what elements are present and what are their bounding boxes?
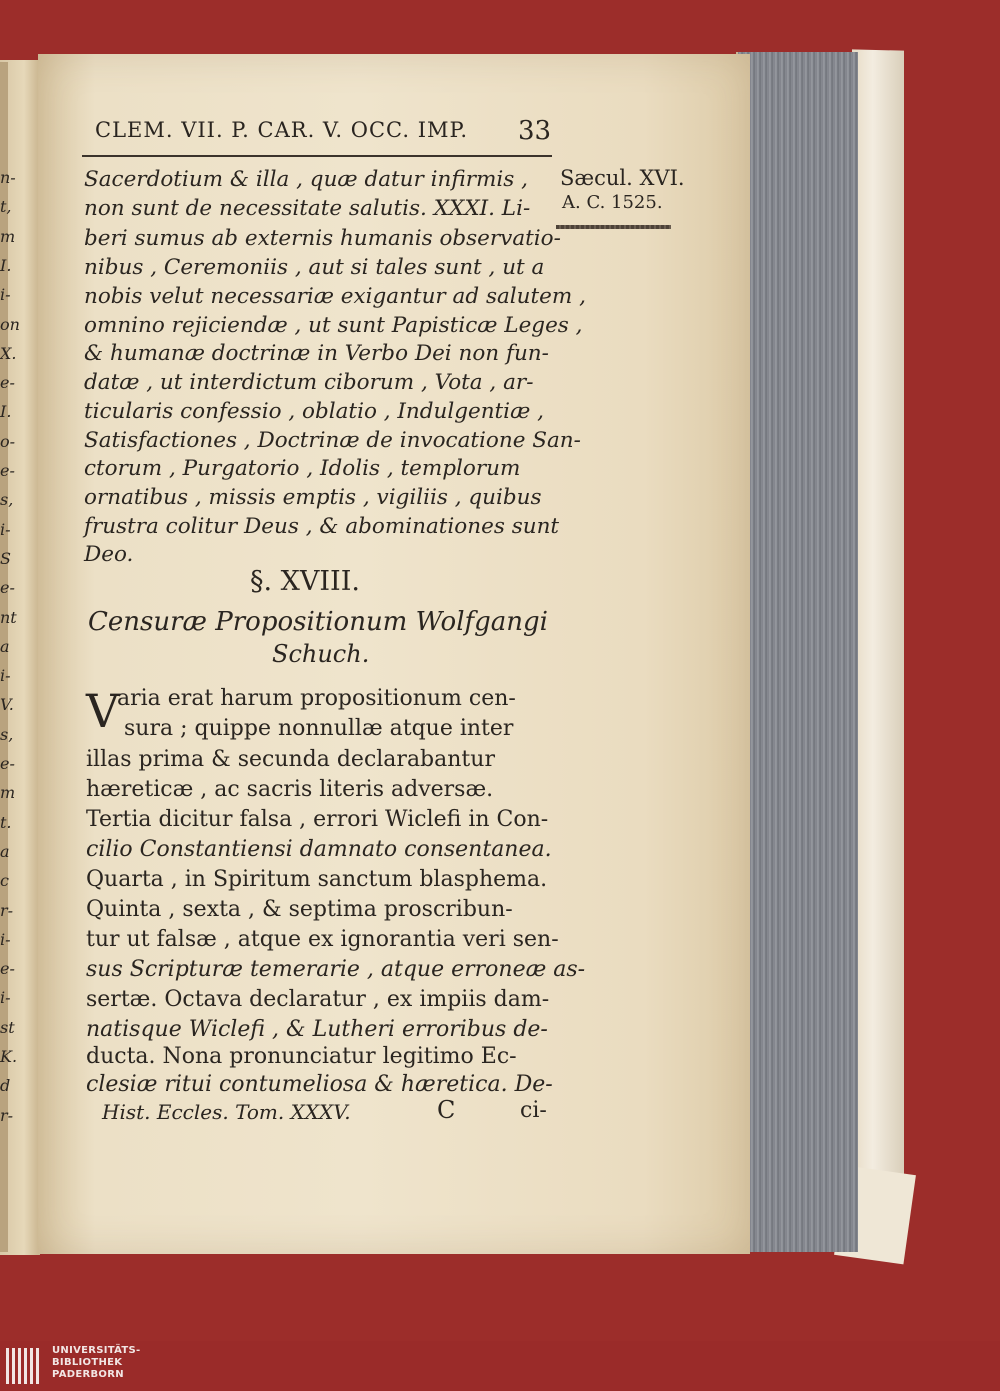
- text-line: & humanæ doctrinæ in Verbo Dei non fun-: [84, 341, 549, 366]
- text-line: nibus , Ceremoniis , aut si tales sunt , ut a: [84, 255, 545, 280]
- text-line: ctorum , Purgatorio , Idolis , templorum: [84, 456, 521, 481]
- body-line: hæreticæ , ac sacris literis adversæ.: [86, 777, 494, 802]
- margin-note-rule: [556, 225, 671, 229]
- left-page-fragment: i-: [0, 285, 11, 305]
- left-page-fragment: a: [0, 841, 10, 861]
- left-page-fragment: on: [0, 314, 20, 334]
- left-page-fragment: e-: [0, 461, 15, 480]
- left-page-fragment: i-: [0, 929, 11, 949]
- left-page-fragment: I.: [0, 402, 12, 422]
- page-block-edges: [736, 52, 858, 1252]
- text-line: ornatibus , missis emptis , vigiliis , quibus: [84, 485, 542, 510]
- text-line: Satisfactiones , Doctrinæ de invocatione San-: [84, 428, 581, 453]
- left-page-fragment: d: [0, 1076, 11, 1096]
- body-line: Quinta , sexta , & septima proscribun-: [86, 897, 513, 922]
- margin-note-year: A. C. 1525.: [562, 192, 663, 213]
- text-line: Deo.: [84, 542, 134, 567]
- section-number: §. XVIII.: [250, 566, 360, 597]
- left-page-fragment: st: [0, 1017, 15, 1037]
- header-rule: [82, 155, 552, 157]
- text-line: datæ , ut interdictum ciborum , Vota , ar-: [84, 370, 534, 395]
- left-page-fragment: i-: [0, 666, 11, 686]
- text-line: Sacerdotium & illa , quæ datur infirmis ,: [84, 167, 528, 192]
- left-page-fragment: X.: [0, 343, 17, 363]
- body-line: Tertia dicitur falsa , errori Wiclefi in Con-: [86, 807, 549, 832]
- left-page-fragment: nt: [0, 607, 17, 627]
- left-page-fragment: n-: [0, 168, 16, 187]
- body-line: sus Scripturæ temerarie , atque erroneæ as-: [86, 957, 586, 982]
- drop-cap: V: [86, 684, 120, 738]
- left-page-fragment: i-: [0, 519, 11, 539]
- library-logo-bar: [0, 1341, 1000, 1391]
- logo-line: UNIVERSITÄTS-: [52, 1345, 141, 1356]
- library-logo-text: [52, 1345, 141, 1381]
- left-page-fragment: e-: [0, 754, 15, 773]
- section-title: Censuræ Propositionum Wolfgangi: [88, 607, 549, 637]
- body-line: Quarta , in Spiritum sanctum blasphema.: [86, 867, 548, 892]
- body-line: clesiæ ritui contumeliosa & hæretica. De-: [86, 1072, 553, 1097]
- body-line: ducta. Nona pronunciatur legitimo Ec-: [86, 1044, 517, 1069]
- library-logo-icon: [4, 1346, 48, 1386]
- left-page-fragment: s,: [0, 490, 14, 510]
- signature-mark: C: [437, 1096, 456, 1124]
- margin-note-century: Sæcul. XVI.: [560, 166, 685, 190]
- left-page-fragment: e-: [0, 959, 15, 979]
- logo-line: PADERBORN: [52, 1369, 124, 1380]
- text-line: omnino rejiciendæ , ut sunt Papisticæ Leges ,: [84, 313, 583, 338]
- left-page-fragment: i-: [0, 988, 11, 1008]
- body-line: aria erat harum propositionum cen-: [117, 686, 516, 711]
- left-page-fragment: r-: [0, 1105, 14, 1125]
- left-page-fragment: K.: [0, 1047, 18, 1066]
- footer-title: Hist. Eccles. Tom. XXXV.: [102, 1100, 351, 1124]
- book-cover: [852, 49, 904, 1240]
- left-page-fragment: t,: [0, 197, 12, 217]
- left-page-fragment: t.: [0, 812, 12, 832]
- text-line: frustra colitur Deus , & abominationes sunt: [84, 514, 560, 539]
- left-page-fragment: S: [0, 548, 11, 568]
- body-line: sura ; quippe nonnullæ atque inter: [124, 716, 514, 741]
- text-line: nobis velut necessariæ exigantur ad salutem ,: [84, 284, 586, 309]
- text-line: beri sumus ab externis humanis observatio-: [84, 226, 561, 251]
- left-page-fragment: o-: [0, 431, 16, 451]
- left-page-fragment: V.: [0, 695, 14, 715]
- left-page-fragment: m: [0, 226, 16, 246]
- body-line: natisque Wiclefi , & Lutheri erroribus de-: [86, 1017, 548, 1042]
- left-page-fragment: r-: [0, 900, 14, 920]
- left-page-fragment: m: [0, 783, 16, 803]
- left-page-fragment: a: [0, 636, 10, 656]
- left-page-fragment: c: [0, 871, 9, 891]
- catchword: ci-: [520, 1098, 547, 1123]
- page-number: 33: [518, 116, 552, 146]
- text-line: non sunt de necessitate salutis. XXXI. Li-: [84, 196, 531, 221]
- left-page-fragment: I.: [0, 255, 12, 275]
- body-line: sertæ. Octava declaratur , ex impiis dam-: [86, 987, 550, 1012]
- left-page-fragment: e-: [0, 578, 15, 598]
- left-page-fragment: s,: [0, 724, 14, 744]
- text-line: ticularis confessio , oblatio , Indulgentiæ ,: [84, 399, 544, 424]
- section-title-continued: Schuch.: [272, 640, 370, 668]
- logo-line: BIBLIOTHEK: [52, 1357, 123, 1368]
- body-line: tur ut falsæ , atque ex ignorantia veri sen-: [86, 927, 559, 952]
- body-line: illas prima & secunda declarabantur: [86, 747, 495, 772]
- running-title: CLEM. VII. P. CAR. V. OCC. IMP.: [95, 118, 469, 142]
- left-page-fragment: e-: [0, 373, 15, 393]
- body-line: cilio Constantiensi damnato consentanea.: [86, 837, 552, 862]
